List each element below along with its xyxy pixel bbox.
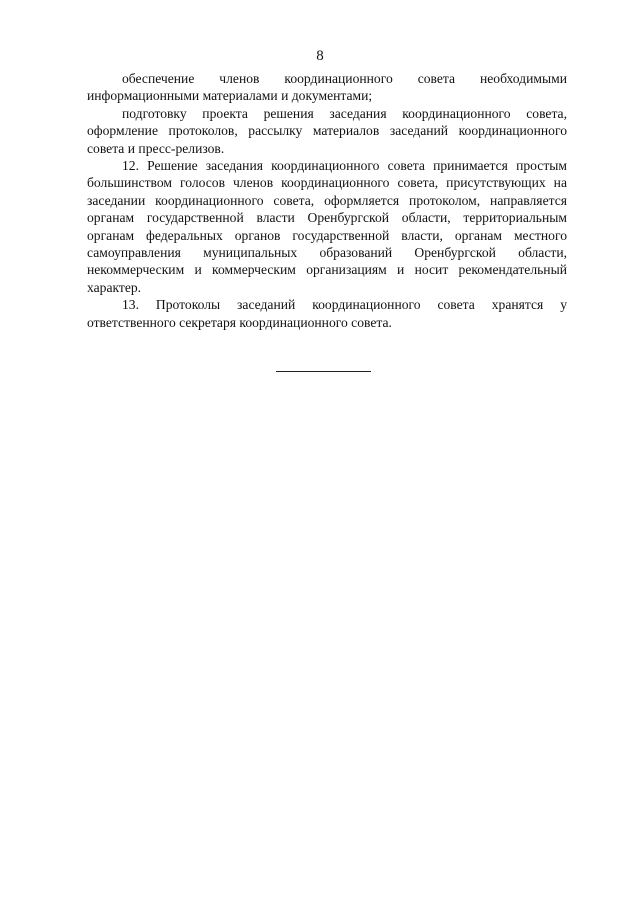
paragraph-decision-preparation: подготовку проекта решения заседания координационного совета, оформление протоколов, рассылку материалов заседаний координационного совета и пресс-релизов.: [87, 105, 567, 156]
paragraph-information-support: обеспечение членов координационного совета необходимыми информационными материалами и документами;: [87, 71, 567, 104]
paragraph-item-13-protocols: 13. Протоколы заседаний координационного совета хранятся у ответственного секретаря координационного совета.: [87, 297, 567, 330]
page-number: 8: [316, 48, 324, 64]
document-body: [87, 70, 567, 331]
end-of-document-rule: [276, 371, 371, 372]
paragraph-item-12-decision: 12. Решение заседания координационного совета принимается простым большинством голосов членов координационного совета, присутствующих на заседании координационного совета, оформляется протоколом, направляется органам государственной власти Оренбургской области, территориальным органам федеральных органов государственной власти, органам местного самоуправления муниципальных образований Оренбургской области, некоммерческим и коммерческим организациям и носит рекомендательный характер.: [87, 158, 567, 295]
